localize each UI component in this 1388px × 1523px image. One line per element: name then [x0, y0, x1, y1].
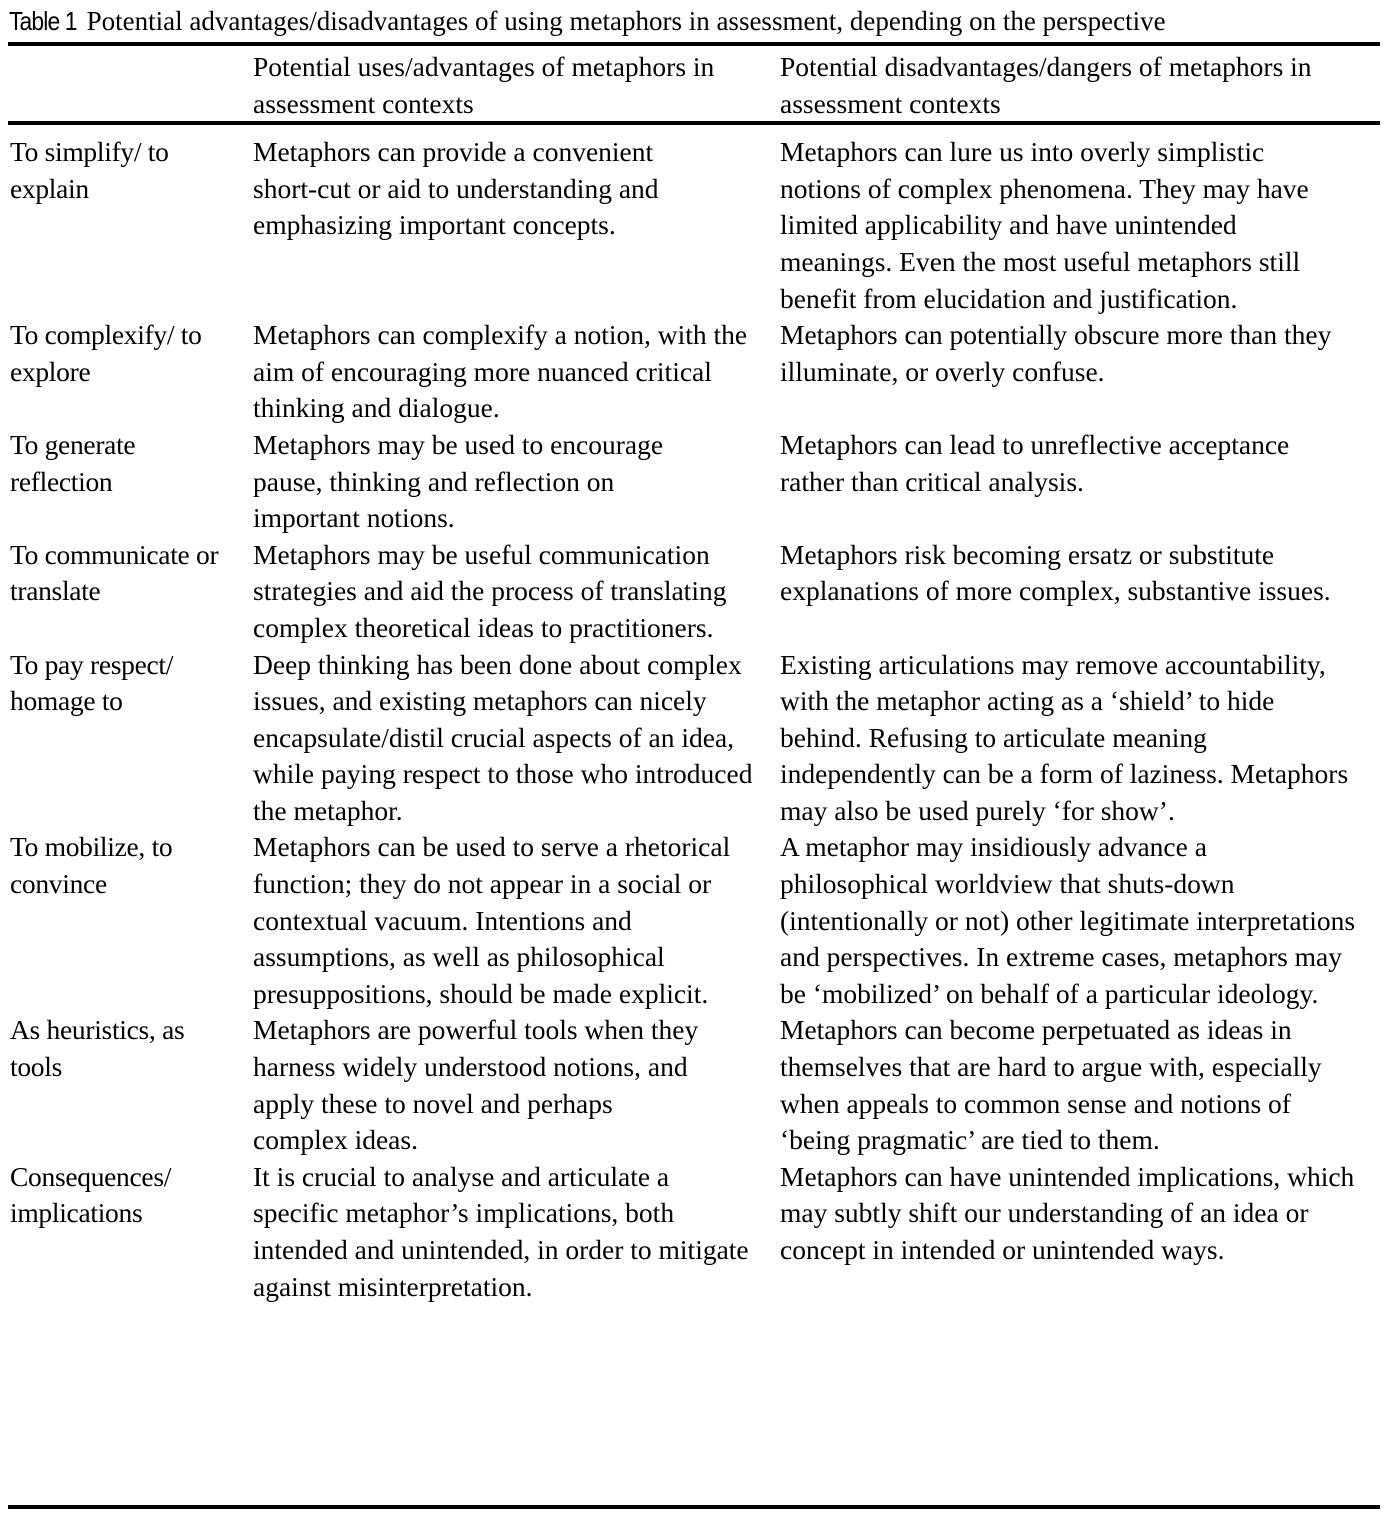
table-caption	[9, 4, 1166, 38]
header-row	[10, 49, 1382, 122]
metaphor-table	[10, 49, 1382, 1305]
disadvantage-cell	[780, 122, 1382, 317]
disadvantage-text: Existing articulations may remove accountability, with the metaphor acting as a ‘shield’ to hide behind. Refusing to articulate meaning independently can be a form of laziness. Metaphors may also be used purely ‘for show’.	[780, 648, 1349, 826]
advantage-text: It is crucial to analyse and articulate a specific metaphor’s implications, both intended and unintended, in order to mitigate against misinterpretation.	[253, 1160, 749, 1302]
use-cell	[10, 427, 253, 537]
table-label: Table 1	[9, 6, 77, 36]
table-row	[10, 122, 1382, 317]
table-row	[10, 1159, 1382, 1305]
table-row	[10, 427, 1382, 537]
disadvantage-text: Metaphors can have unintended implications, which may subtly shift our understanding of an idea or concept in intended or unintended ways.	[780, 1160, 1355, 1265]
disadvantage-text: Metaphors can become perpetuated as ideas in themselves that are hard to argue with, especially when appeals to common sense and notions of ‘being pragmatic’ are tied to them.	[780, 1014, 1322, 1156]
table-title: Potential advantages/disadvantages of using metaphors in assessment, depending on the perspective	[86, 6, 1166, 36]
advantage-cell	[253, 122, 780, 317]
disadvantage-cell	[780, 1012, 1382, 1158]
header-advantages-text: Potential uses/advantages of metaphors in assessment contexts	[253, 51, 715, 119]
advantage-cell	[253, 1012, 780, 1158]
table-row	[10, 647, 1382, 830]
disadvantage-text: A metaphor may insidiously advance a philosophical worldview that shuts-down (intentionally or not) other legitimate interpretations and perspectives. In extreme cases, metaphors may be ‘mobilized’ on behalf of a particular ideology.	[780, 831, 1356, 1009]
header-disadvantages-text: Potential disadvantages/dangers of metaphors in assessment contexts	[780, 51, 1312, 119]
table-row	[10, 537, 1382, 647]
bottom-rule	[8, 1505, 1380, 1509]
table-row	[10, 829, 1382, 1012]
use-cell	[10, 122, 253, 317]
use-cell	[10, 1159, 253, 1305]
advantage-text: Metaphors can provide a convenient short-cut or aid to understanding and emphasizing important concepts.	[253, 136, 659, 241]
table-row	[10, 1012, 1382, 1158]
advantage-text: Metaphors may be used to encourage pause, thinking and reflection on important notions.	[253, 428, 664, 534]
disadvantage-text: Metaphors can lead to unreflective acceptance rather than critical analysis.	[780, 428, 1290, 497]
disadvantage-cell	[780, 1159, 1382, 1305]
use-label: To pay respect/ homage to	[10, 648, 174, 717]
advantage-cell	[253, 537, 780, 647]
header-disadvantages	[780, 49, 1382, 122]
use-cell	[10, 317, 253, 427]
advantage-cell	[253, 647, 780, 830]
advantage-text: Metaphors can complexify a notion, with the aim of encouraging more nuanced critical thinking and dialogue.	[253, 319, 748, 424]
advantage-cell	[253, 427, 780, 537]
use-label: Consequences/ implications	[10, 1160, 172, 1229]
disadvantage-cell	[780, 317, 1382, 427]
table-row	[10, 317, 1382, 427]
advantage-text: Metaphors can be used to serve a rhetorical function; they do not appear in a social or contextual vacuum. Intentions and assumptions, as well as philosophical presuppositions, should be made explicit.	[253, 831, 731, 1009]
use-cell	[10, 829, 253, 1012]
top-rule	[8, 42, 1380, 46]
disadvantage-text: Metaphors can lure us into overly simplistic notions of complex phenomena. They may have limited applicability and have unintended meanings. Even the most useful metaphors still benefit from elucidation and justification.	[780, 136, 1309, 314]
header-advantages	[253, 49, 780, 122]
disadvantage-cell	[780, 427, 1382, 537]
use-label: To generate reflection	[10, 428, 136, 497]
use-label: To mobilize, to convince	[10, 831, 173, 900]
use-cell	[10, 537, 253, 647]
use-cell	[10, 647, 253, 830]
disadvantage-text: Metaphors can potentially obscure more than they illuminate, or overly confuse.	[780, 319, 1332, 387]
disadvantage-cell	[780, 537, 1382, 647]
disadvantage-text: Metaphors risk becoming ersatz or substitute explanations of more complex, substantive issues.	[780, 538, 1331, 607]
advantage-text: Metaphors may be useful communication strategies and aid the process of translating complex theoretical ideas to practitioners.	[253, 538, 727, 643]
use-label: To complexify/ to explore	[10, 319, 202, 387]
advantage-text: Metaphors are powerful tools when they harness widely understood notions, and apply these to novel and perhaps complex ideas.	[253, 1014, 699, 1156]
advantage-text: Deep thinking has been done about complex issues, and existing metaphors can nicely encapsulate/distil crucial aspects of an idea, while paying respect to those who introduced the metaphor.	[253, 648, 753, 826]
use-label: To simplify/ to explain	[10, 136, 169, 204]
header-empty	[10, 49, 253, 122]
disadvantage-cell	[780, 829, 1382, 1012]
advantage-cell	[253, 1159, 780, 1305]
advantage-cell	[253, 317, 780, 427]
use-cell	[10, 1012, 253, 1158]
use-label: To communicate or translate	[10, 538, 219, 607]
disadvantage-cell	[780, 647, 1382, 830]
advantage-cell	[253, 829, 780, 1012]
use-label: As heuristics, as tools	[10, 1014, 185, 1083]
